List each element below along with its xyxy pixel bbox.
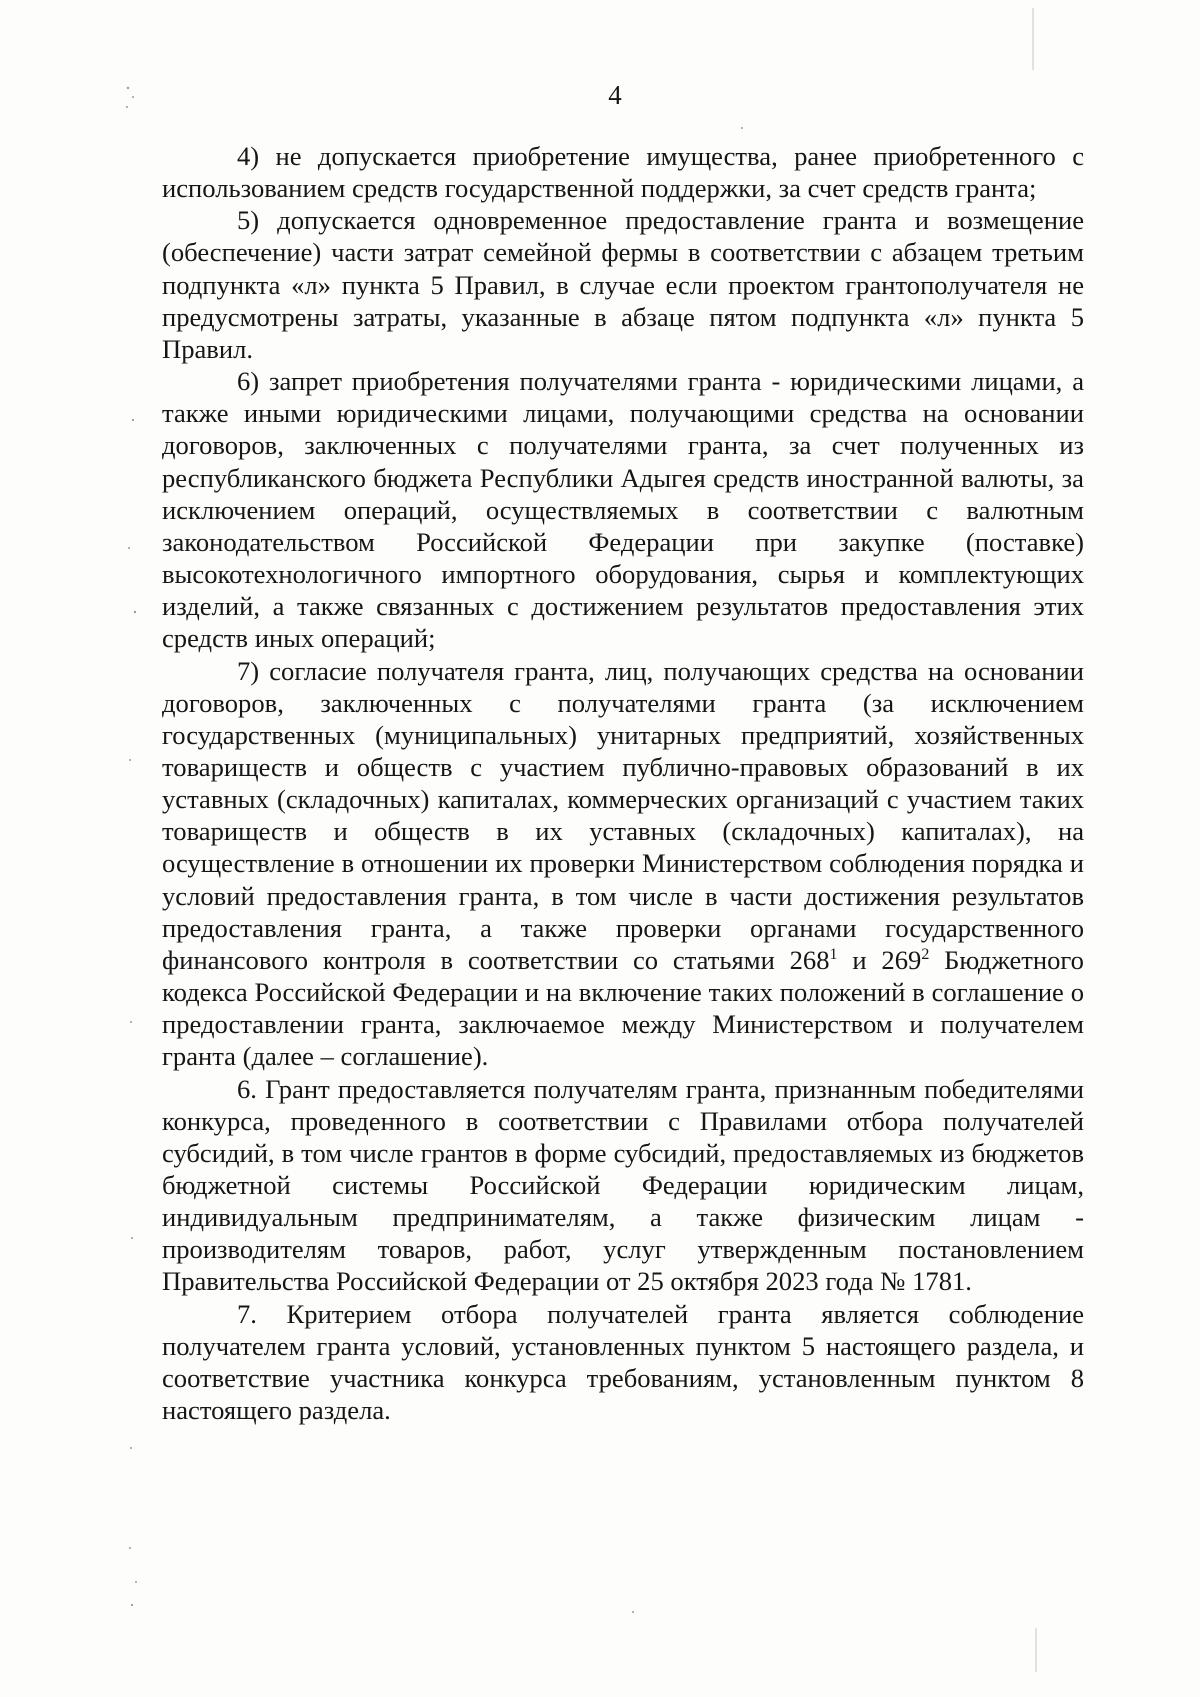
paragraph-item-7-text-part3: Бюджетного кодекса Российской Федерации и на включение таких положений в соглашение о предоставлении гранта, заключаемое между Министерством и получателем гранта (далее – соглашение).	[162, 944, 1084, 1072]
article-269-superscript: 2	[921, 945, 930, 963]
paragraph-section-6: 6. Грант предоставляется получателям гранта, признанным победителями конкурса, проведенного в соответствии с Правилами отбора получателей субсидий, в том числе грантов в форме субсидий, предоставляемых из бюджетов бюджетной системы Российской Федерации юридическим лицам, индивидуальным предпринимателям, а также физическим лицам - производителям товаров, работ, услуг утвержденным постановлением Правительства Российской Федерации от 25 октября 2023 года № 1781.	[162, 1073, 1084, 1297]
paragraph-item-7-text-part2: и 269	[837, 944, 922, 975]
paragraph-item-6: 6) запрет приобретения получателями гранта - юридическими лицами, а также иными юридическими лицами, получающими средства на основании договоров, заключенных с получателями гранта, за счет полученных из республиканского бюджета Республики Адыгея средств иностранной валюты, за исключением операций, осуществляемых в соответствии с валютным законодательством Российской Федерации при закупке (поставке) высокотехнологичного импортного оборудования, сырья и комплектующих изделий, а также связанных с достижением результатов предоставления этих средств иных операций;	[162, 366, 1084, 654]
paragraph-item-7	[162, 655, 1084, 1073]
paragraph-item-4: 4) не допускается приобретение имущества, ранее приобретенного с использованием средств государственной поддержки, за счет средств гранта;	[162, 141, 1084, 204]
paragraph-item-5: 5) допускается одновременное предоставление гранта и возмещение (обеспечение) части затрат семейной фермы в соответствии с абзацем третьим подпункта «л» пункта 5 Правил, в случае если проектом грантополучателя не предусмотрены затраты, указанные в абзаце пятом подпункта «л» пункта 5 Правил.	[162, 205, 1084, 364]
page-number: 4	[608, 80, 622, 110]
paragraph-section-7: 7. Критерием отбора получателей гранта является соблюдение получателем гранта условий, установленных пунктом 5 настоящего раздела, и соответствие участника конкурса требованиям, установленным пунктом 8 настоящего раздела.	[162, 1298, 1084, 1426]
paragraph-item-7-text-part1: 7) согласие получателя гранта, лиц, получающих средства на основании договоров, заключенных с получателями гранта (за исключением государственных (муниципальных) унитарных предприятий, хозяйственных товариществ и обществ с участием публично-правовых образований в их уставных (складочных) капиталах, коммерческих организаций с участием таких товариществ и обществ в их уставных (складочных) капиталах), на осуществление в отношении их проверки Министерством соблюдения порядка и условий предоставления гранта, в том числе в части достижения результатов предоставления гранта, а также проверки органами государственного финансового контроля в соответствии со статьями 268	[162, 655, 1084, 975]
article-268-superscript: 1	[829, 945, 838, 963]
document-body	[162, 140, 1084, 1426]
